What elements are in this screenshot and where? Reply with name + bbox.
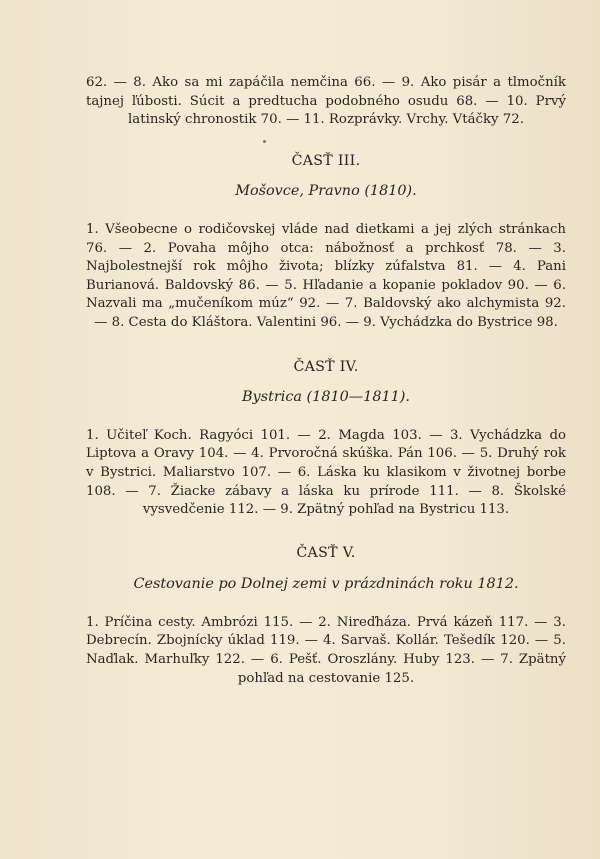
intro-paragraph: 62. — 8. Ako sa mi zapáčila nemčina 66. — 9. Ako pisár a tlmočník tajnej ľúbosti. Súcit a predtucha podobného osudu 68. — 10. Prvý latinský chronostik 70. — 11. Rozprávky. Vrchy. Vtáčky 72.: [86, 75, 566, 128]
section-part-4: [86, 358, 566, 520]
ink-speck: [263, 140, 266, 143]
section-title: Mošovce, Pravno (1810).: [235, 183, 417, 200]
section-heading: ČASŤ IV.: [293, 358, 359, 375]
table-of-contents-page: [86, 70, 566, 688]
section-heading: ČASŤ III.: [291, 152, 361, 169]
section-contents: 1. Príčina cesty. Ambrózi 115. — 2. Nireďháza. Prvá kázeň 117. — 3. Debrecín. Zbojnícky úklad 119. — 4. Sarvaš. Kollár. Tešedík 120. — 5. Naďlak. Marhuľky 122. — 6. Pešť. Oroszlány. Huby 123. — 7. Zpätný pohľad na cestovanie 125.: [86, 614, 566, 686]
section-contents: 1. Učiteľ Koch. Ragyóci 101. — 2. Magda 103. — 3. Vychádzka do Liptova a Oravy 104. — 4. Prvoročná skúška. Pán 106. — 5. Druhý rok v Bystrici. Maliarstvo 107. — 6. Láska ku klasikom v životnej borbe 108. — 7. Žiacke zábavy a láska ku prírode 111. — 8. Školské vysvedčenie 112. — 9. Zpätný pohľad na Bystricu 113.: [86, 427, 566, 518]
section-part-5: [86, 544, 566, 689]
section-title: Bystrica (1810—1811).: [241, 389, 410, 406]
section-title: Cestovanie po Dolnej zemi v prázdninách roku 1812.: [133, 576, 519, 593]
section-heading: ČASŤ V.: [296, 544, 356, 561]
section-part-3: [86, 152, 566, 333]
section-contents: 1. Všeobecne o rodičovskej vláde nad dietkami a jej zlých stránkach 76. — 2. Povaha môjho otca: nábožnosť a prchkosť 78. — 3. Najbolestnejší rok môjho života; blízky zúfalstva 81. — 4. Pani Burianová. Baldovský 86. — 5. Hľadanie a kopanie pokladov 90. — 6. Nazvali ma „mučeníkom múz“ 92. — 7. Baldovský ako alchymista 92. — 8. Cesta do Kláštora. Valentini 96. — 9. Vychádzka do Bystrice 98.: [86, 221, 566, 330]
